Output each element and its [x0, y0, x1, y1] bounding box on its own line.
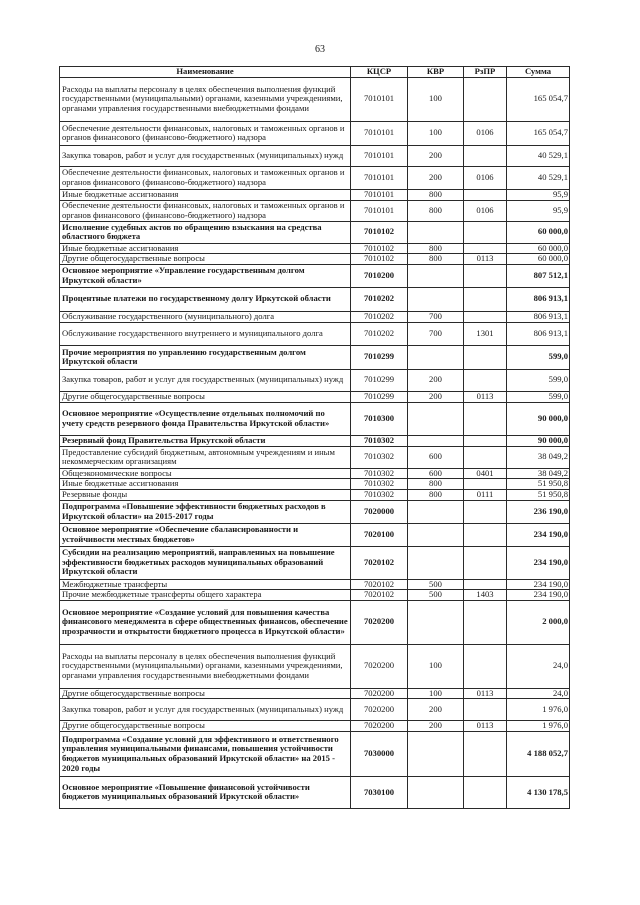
table-row — [60, 468, 570, 479]
row-kcsr: 7020100 — [351, 523, 408, 546]
row-rzpr — [464, 644, 507, 688]
row-rzpr — [464, 479, 507, 490]
row-kvr: 800 — [408, 489, 464, 500]
table-row — [60, 322, 570, 345]
table-row — [60, 500, 570, 523]
row-name: Обеспечение деятельности финансовых, налоговых и таможенных органов и органов финансового (финансово-бюджетного) надзора — [60, 200, 351, 221]
row-kvr — [408, 776, 464, 808]
row-sum: 51 950,8 — [507, 479, 570, 490]
column-header-kcsr: КЦСР — [351, 67, 408, 78]
row-kvr: 800 — [408, 200, 464, 221]
row-name: Резервные фонды — [60, 489, 351, 500]
table-row — [60, 688, 570, 699]
row-sum: 806 913,1 — [507, 311, 570, 322]
row-name: Иные бюджетные ассигнования — [60, 479, 351, 490]
row-kcsr: 7020200 — [351, 721, 408, 732]
row-sum: 60 000,0 — [507, 243, 570, 254]
row-rzpr: 1301 — [464, 322, 507, 345]
row-kcsr: 7010302 — [351, 435, 408, 446]
row-rzpr: 0106 — [464, 200, 507, 221]
row-kvr — [408, 546, 464, 579]
row-kvr: 600 — [408, 446, 464, 468]
table-row — [60, 345, 570, 369]
row-rzpr — [464, 776, 507, 808]
row-kcsr: 7030000 — [351, 731, 408, 776]
row-rzpr — [464, 221, 507, 243]
row-kcsr: 7010299 — [351, 391, 408, 402]
row-rzpr — [464, 579, 507, 590]
row-rzpr — [464, 311, 507, 322]
column-header-kvr: КВР — [408, 67, 464, 78]
row-sum: 90 000,0 — [507, 435, 570, 446]
row-sum: 234 190,0 — [507, 546, 570, 579]
row-rzpr — [464, 402, 507, 435]
row-rzpr — [464, 523, 507, 546]
row-kcsr: 7020102 — [351, 590, 408, 601]
table-row — [60, 731, 570, 776]
table-row — [60, 77, 570, 121]
row-kvr: 500 — [408, 590, 464, 601]
row-kvr — [408, 731, 464, 776]
row-name: Расходы на выплаты персоналу в целях обеспечения выполнения функций государственными (муниципальными) органами, казенными учреждениями, органами управления государственными внебюджетными фондами — [60, 77, 351, 121]
table-row — [60, 402, 570, 435]
row-kcsr: 7020102 — [351, 579, 408, 590]
table-row — [60, 489, 570, 500]
row-kcsr: 7010302 — [351, 479, 408, 490]
row-kcsr: 7010101 — [351, 189, 408, 200]
row-kcsr: 7010202 — [351, 311, 408, 322]
row-kcsr: 7010302 — [351, 468, 408, 479]
row-kcsr: 7010101 — [351, 166, 408, 189]
row-kvr — [408, 402, 464, 435]
row-name: Иные бюджетные ассигнования — [60, 243, 351, 254]
row-rzpr — [464, 446, 507, 468]
row-kcsr: 7010202 — [351, 287, 408, 311]
row-sum: 234 190,0 — [507, 590, 570, 601]
row-kcsr: 7020200 — [351, 688, 408, 699]
table-row — [60, 699, 570, 721]
row-sum: 806 913,1 — [507, 287, 570, 311]
table-row — [60, 479, 570, 490]
row-name: Прочие мероприятия по управлению государственным долгом Иркутской области — [60, 345, 351, 369]
row-sum: 90 000,0 — [507, 402, 570, 435]
row-sum: 1 976,0 — [507, 699, 570, 721]
row-kcsr: 7020200 — [351, 600, 408, 644]
row-rzpr — [464, 264, 507, 287]
budget-table — [59, 66, 570, 809]
row-sum: 51 950,8 — [507, 489, 570, 500]
row-name: Другие общегосударственные вопросы — [60, 391, 351, 402]
row-kvr: 200 — [408, 699, 464, 721]
row-sum: 806 913,1 — [507, 322, 570, 345]
row-name: Общеэкономические вопросы — [60, 468, 351, 479]
row-rzpr: 1403 — [464, 590, 507, 601]
row-kcsr: 7010202 — [351, 322, 408, 345]
row-rzpr: 0113 — [464, 721, 507, 732]
row-kvr: 100 — [408, 77, 464, 121]
row-name: Подпрограмма «Создание условий для эффективного и ответственного управления муниципальными финансами, повышения устойчивости бюджетов муниципальных образований Иркутской области» на 2015 - 2020 годы — [60, 731, 351, 776]
table-row — [60, 264, 570, 287]
row-sum: 165 054,7 — [507, 77, 570, 121]
table-row — [60, 166, 570, 189]
row-name: Другие общегосударственные вопросы — [60, 254, 351, 265]
row-sum: 24,0 — [507, 644, 570, 688]
row-kvr — [408, 264, 464, 287]
row-kvr — [408, 600, 464, 644]
row-sum: 60 000,0 — [507, 221, 570, 243]
row-kcsr: 7010102 — [351, 221, 408, 243]
row-name: Субсидии на реализацию мероприятий, направленных на повышение эффективности бюджетных расходов муниципальных образований Иркутской области — [60, 546, 351, 579]
column-header-rzpr: РзПР — [464, 67, 507, 78]
row-kcsr: 7020000 — [351, 500, 408, 523]
row-kcsr: 7010101 — [351, 200, 408, 221]
row-kcsr: 7010302 — [351, 446, 408, 468]
row-sum: 234 190,0 — [507, 579, 570, 590]
row-name: Основное мероприятие «Повышение финансовой устойчивости бюджетов муниципальных образований Иркутской области» — [60, 776, 351, 808]
row-name: Закупка товаров, работ и услуг для государственных (муниципальных) нужд — [60, 369, 351, 391]
table-row — [60, 221, 570, 243]
row-name: Обеспечение деятельности финансовых, налоговых и таможенных органов и органов финансового (финансово-бюджетного) надзора — [60, 121, 351, 145]
row-kcsr: 7020200 — [351, 699, 408, 721]
row-name: Основное мероприятие «Управление государственным долгом Иркутской области» — [60, 264, 351, 287]
row-sum: 1 976,0 — [507, 721, 570, 732]
row-sum: 24,0 — [507, 688, 570, 699]
table-row — [60, 721, 570, 732]
row-name: Другие общегосударственные вопросы — [60, 688, 351, 699]
row-rzpr: 0401 — [464, 468, 507, 479]
row-sum: 4 188 052,7 — [507, 731, 570, 776]
table-row — [60, 189, 570, 200]
row-kcsr: 7010101 — [351, 145, 408, 166]
row-name: Другие общегосударственные вопросы — [60, 721, 351, 732]
row-sum: 40 529,1 — [507, 145, 570, 166]
row-rzpr — [464, 699, 507, 721]
row-sum: 807 512,1 — [507, 264, 570, 287]
row-kcsr: 7010300 — [351, 402, 408, 435]
table-row — [60, 391, 570, 402]
column-header-sum: Сумма — [507, 67, 570, 78]
row-rzpr — [464, 287, 507, 311]
row-name: Обеспечение деятельности финансовых, налоговых и таможенных органов и органов финансового (финансово-бюджетного) надзора — [60, 166, 351, 189]
row-rzpr — [464, 546, 507, 579]
table-row — [60, 254, 570, 265]
table-row — [60, 523, 570, 546]
table-row — [60, 546, 570, 579]
row-kvr — [408, 287, 464, 311]
row-kvr: 800 — [408, 243, 464, 254]
row-kvr: 700 — [408, 311, 464, 322]
row-kvr — [408, 221, 464, 243]
row-sum: 60 000,0 — [507, 254, 570, 265]
table-row — [60, 311, 570, 322]
row-kvr: 200 — [408, 166, 464, 189]
row-name: Основное мероприятие «Обеспечение сбалансированности и устойчивости местных бюджетов» — [60, 523, 351, 546]
row-rzpr: 0111 — [464, 489, 507, 500]
row-sum: 95,9 — [507, 189, 570, 200]
table-row — [60, 145, 570, 166]
row-kcsr: 7030100 — [351, 776, 408, 808]
row-name: Предоставление субсидий бюджетным, автономным учреждениям и иным некоммерческим организациям — [60, 446, 351, 468]
row-sum: 599,0 — [507, 345, 570, 369]
table-row — [60, 600, 570, 644]
page-number: 63 — [315, 44, 325, 55]
row-name: Обслуживание государственного (муниципального) долга — [60, 311, 351, 322]
row-kcsr: 7010299 — [351, 345, 408, 369]
row-kvr — [408, 500, 464, 523]
row-name: Резервный фонд Правительства Иркутской области — [60, 435, 351, 446]
row-name: Межбюджетные трансферты — [60, 579, 351, 590]
row-kvr — [408, 523, 464, 546]
row-kvr: 200 — [408, 369, 464, 391]
row-sum: 165 054,7 — [507, 121, 570, 145]
table-row — [60, 435, 570, 446]
row-name: Расходы на выплаты персоналу в целях обеспечения выполнения функций государственными (муниципальными) органами, казенными учреждениями, органами управления государственными внебюджетными фондами — [60, 644, 351, 688]
row-rzpr — [464, 243, 507, 254]
row-name: Закупка товаров, работ и услуг для государственных (муниципальных) нужд — [60, 145, 351, 166]
row-kcsr: 7010101 — [351, 77, 408, 121]
row-kvr: 800 — [408, 189, 464, 200]
row-rzpr: 0113 — [464, 688, 507, 699]
row-kvr: 800 — [408, 479, 464, 490]
row-sum: 40 529,1 — [507, 166, 570, 189]
row-rzpr — [464, 731, 507, 776]
row-kvr — [408, 345, 464, 369]
row-kvr: 100 — [408, 121, 464, 145]
row-kcsr: 7010299 — [351, 369, 408, 391]
row-kcsr: 7010101 — [351, 121, 408, 145]
table-row — [60, 121, 570, 145]
row-name: Обслуживание государственного внутреннего и муниципального долга — [60, 322, 351, 345]
row-rzpr — [464, 189, 507, 200]
row-kcsr: 7010200 — [351, 264, 408, 287]
row-kvr: 200 — [408, 721, 464, 732]
table-row — [60, 776, 570, 808]
table-row — [60, 200, 570, 221]
row-name: Основное мероприятие «Осуществление отдельных полномочий по учету средств резервного фонда Правительства Иркутской области» — [60, 402, 351, 435]
row-sum: 38 049,2 — [507, 468, 570, 479]
row-kvr: 100 — [408, 688, 464, 699]
row-rzpr — [464, 77, 507, 121]
table-row — [60, 287, 570, 311]
row-sum: 599,0 — [507, 391, 570, 402]
row-rzpr — [464, 369, 507, 391]
row-kvr: 700 — [408, 322, 464, 345]
row-sum: 2 000,0 — [507, 600, 570, 644]
table-row — [60, 243, 570, 254]
row-name: Закупка товаров, работ и услуг для государственных (муниципальных) нужд — [60, 699, 351, 721]
table-row — [60, 590, 570, 601]
row-rzpr: 0106 — [464, 166, 507, 189]
row-kcsr: 7010102 — [351, 254, 408, 265]
row-kvr: 200 — [408, 145, 464, 166]
row-rzpr: 0113 — [464, 254, 507, 265]
row-sum: 4 130 178,5 — [507, 776, 570, 808]
row-kvr: 800 — [408, 254, 464, 265]
row-name: Основное мероприятие «Создание условий для повышения качества финансового менеджмента в сфере общественных финансов, обеспечение прозрачности и открытости бюджетного процесса в Иркутской области» — [60, 600, 351, 644]
row-name: Процентные платежи по государственному долгу Иркутской области — [60, 287, 351, 311]
table-row — [60, 369, 570, 391]
column-header-name: Наименование — [60, 67, 351, 78]
row-rzpr — [464, 435, 507, 446]
row-rzpr — [464, 600, 507, 644]
row-kvr: 500 — [408, 579, 464, 590]
table-header-row — [60, 67, 570, 78]
row-name: Прочие межбюджетные трансферты общего характера — [60, 590, 351, 601]
table-body — [60, 77, 570, 808]
row-kcsr: 7010302 — [351, 489, 408, 500]
row-name: Подпрограмма «Повышение эффективности бюджетных расходов в Иркутской области» на 2015-2017 годы — [60, 500, 351, 523]
row-kcsr: 7020200 — [351, 644, 408, 688]
row-sum: 38 049,2 — [507, 446, 570, 468]
row-name: Исполнение судебных актов по обращению взыскания на средства областного бюджета — [60, 221, 351, 243]
row-kvr: 600 — [408, 468, 464, 479]
row-sum: 599,0 — [507, 369, 570, 391]
row-kvr: 100 — [408, 644, 464, 688]
table-row — [60, 446, 570, 468]
row-sum: 236 190,0 — [507, 500, 570, 523]
row-rzpr — [464, 500, 507, 523]
row-name: Иные бюджетные ассигнования — [60, 189, 351, 200]
row-sum: 95,9 — [507, 200, 570, 221]
row-kcsr: 7020102 — [351, 546, 408, 579]
table-row — [60, 644, 570, 688]
row-rzpr: 0113 — [464, 391, 507, 402]
row-kcsr: 7010102 — [351, 243, 408, 254]
row-rzpr — [464, 345, 507, 369]
row-rzpr: 0106 — [464, 121, 507, 145]
table-row — [60, 579, 570, 590]
row-rzpr — [464, 145, 507, 166]
row-kvr — [408, 435, 464, 446]
row-kvr: 200 — [408, 391, 464, 402]
row-sum: 234 190,0 — [507, 523, 570, 546]
